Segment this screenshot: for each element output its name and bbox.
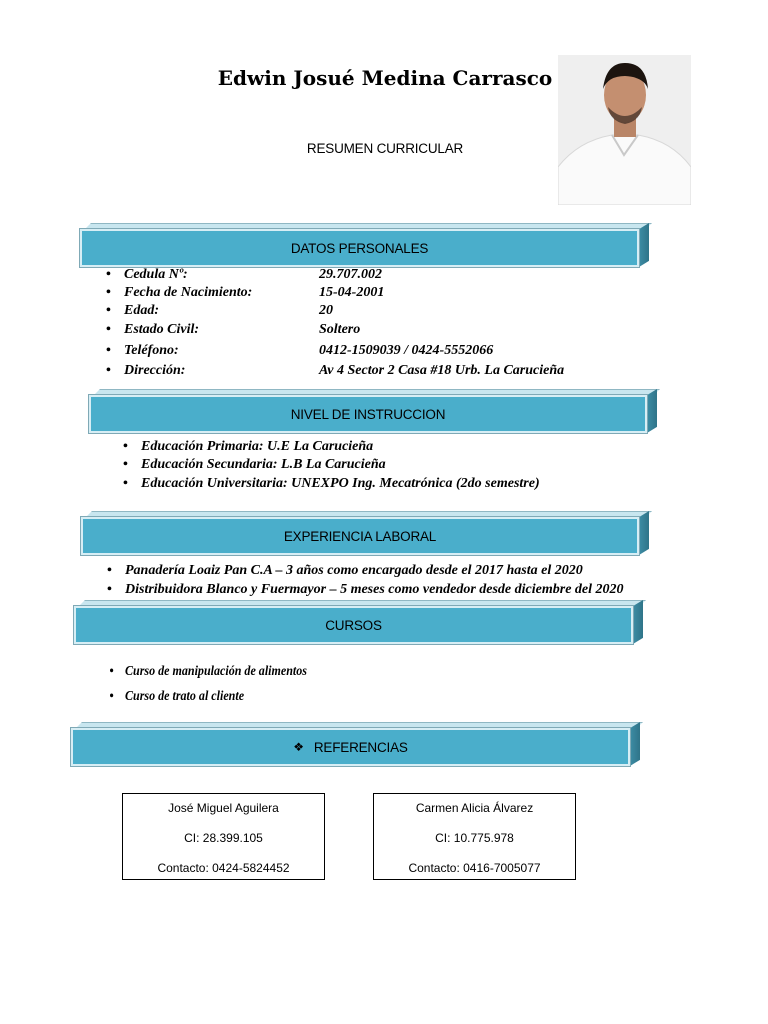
section-banner-cursos: [74, 600, 643, 644]
reference-name: José Miguel Aguilera: [168, 801, 279, 815]
section-title-cursos: CURSOS: [74, 606, 633, 644]
section-title-referencias: REFERENCIAS: [313, 739, 408, 755]
reference-name: Carmen Alicia Álvarez: [415, 801, 534, 815]
education-item: • Educación Universitaria: UNEXPO Ing. Mecatrónica (2do semestre): [141, 475, 540, 493]
experience-item: • Panadería Loaiz Pan C.A – 3 años como encargado desde el 2017 hasta el 2020: [125, 562, 583, 580]
personal-label: Dirección:: [124, 363, 186, 378]
reference-card-2: [373, 793, 576, 880]
reference-ci: CI: 28.399.105: [184, 831, 263, 845]
profile-photo: [558, 55, 691, 205]
education-item: • Educación Secundaria: L.B La Carucieña: [141, 456, 386, 474]
section-banner-datos-personales: [80, 223, 649, 267]
personal-value: Soltero: [319, 322, 361, 337]
personal-label: Teléfono:: [124, 343, 179, 358]
course-item: • Curso de manipulación de alimentos: [125, 663, 307, 681]
personal-label: Estado Civil:: [124, 322, 200, 337]
personal-value: 29.707.002: [319, 267, 382, 282]
personal-label: Fecha de Nacimiento:: [124, 285, 253, 300]
section-title-referencias-wrap: [71, 728, 630, 766]
document-subtitle: RESUMEN CURRICULAR: [306, 141, 464, 156]
education-item: • Educación Primaria: U.E La Carucieña: [141, 438, 373, 456]
personal-value: 0412-1509039 / 0424-5552066: [319, 343, 494, 358]
reference-contact: Contacto: 0416-7005077: [408, 861, 541, 875]
section-title-nivel-instruccion: NIVEL DE INSTRUCCION: [89, 395, 647, 433]
reference-ci: CI: 10.775.978: [435, 831, 514, 845]
personal-value: 20: [319, 303, 333, 318]
candidate-name: Edwin Josué Medina Carrasco: [217, 66, 553, 90]
section-banner-referencias: [71, 722, 640, 766]
reference-contact: Contacto: 0424-5824452: [157, 861, 290, 875]
section-title-experiencia-laboral: EXPERIENCIA LABORAL: [81, 517, 639, 555]
reference-card-1: [122, 793, 325, 880]
section-title-datos-personales: DATOS PERSONALES: [80, 229, 639, 267]
person-photo-icon: [558, 55, 691, 205]
section-banner-nivel-instruccion: [89, 389, 657, 433]
diamond-bullet-icon: ❖: [293, 740, 304, 754]
experience-item: • Distribuidora Blanco y Fuermayor – 5 meses como vendedor desde diciembre del 2020: [125, 581, 624, 599]
personal-value: 15-04-2001: [319, 285, 385, 300]
section-banner-experiencia-laboral: [81, 511, 649, 555]
personal-value: Av 4 Sector 2 Casa #18 Urb. La Carucieña: [319, 363, 565, 378]
course-item: • Curso de trato al cliente: [125, 688, 244, 706]
personal-label: Cedula Nº:: [124, 267, 188, 282]
personal-label: Edad:: [124, 303, 159, 318]
